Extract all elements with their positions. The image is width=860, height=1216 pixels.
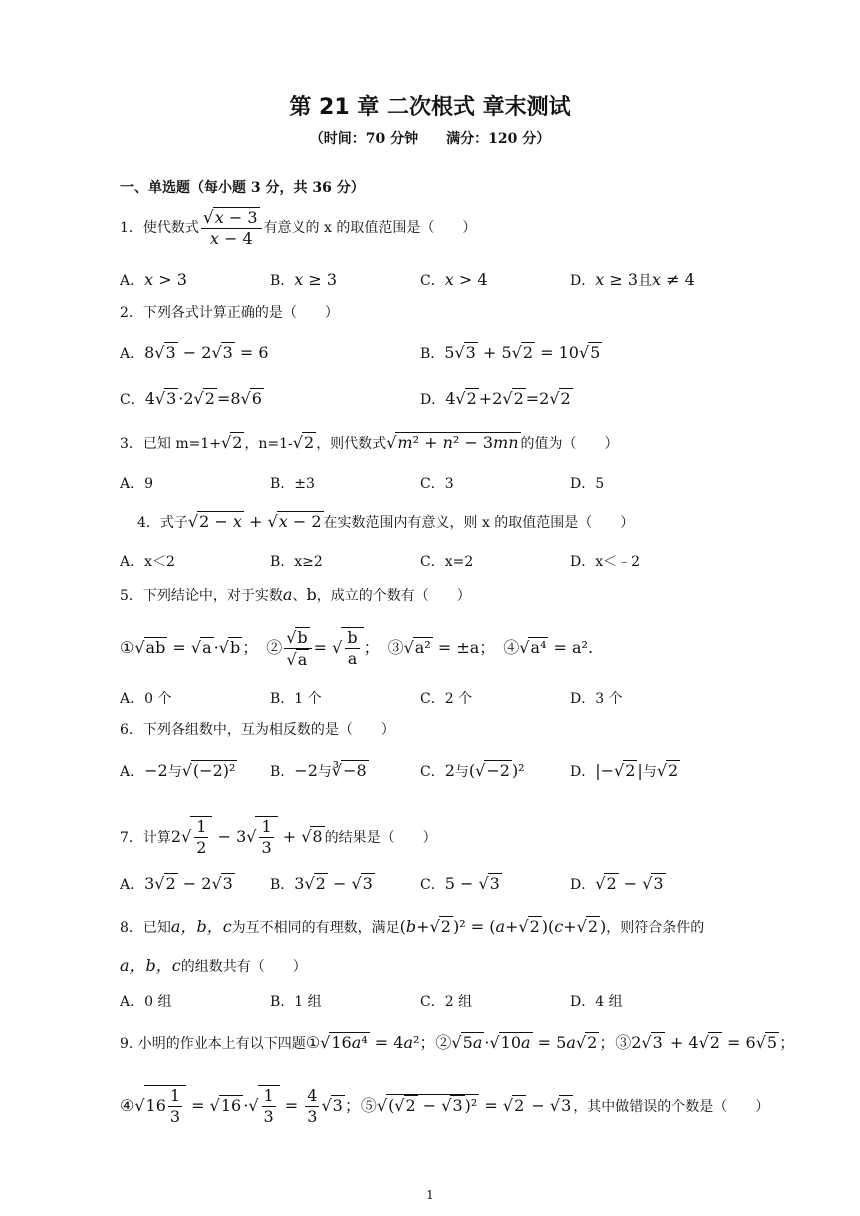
question-5-stem: 5．下列结论中，对于实数a、b，成立的个数有（ ）	[120, 585, 471, 604]
question-8-stem-1: 8．已知a，b，c为互不相同的有理数，满足(b+√2 )² = (a+√2 )(c+√2 )，则符合条件的	[120, 917, 705, 936]
option-a[interactable]: A．x > 3	[120, 270, 187, 289]
option-a[interactable]: A．−2与√(−2)²	[120, 761, 236, 780]
option-c[interactable]: C．4√3 ·2√2 =8√6	[120, 389, 262, 408]
option-b[interactable]: B．−2与∛−8	[270, 761, 367, 780]
option-c[interactable]: C．2 组	[420, 994, 473, 1010]
option-d[interactable]: D．3 个	[570, 691, 623, 707]
option-d[interactable]: D．5	[570, 476, 605, 492]
question-7-stem: 7．计算2√ $\frac{1}{2}$ − 3√ $\frac{1}{3}$ + √8 的结果是（ ）	[120, 817, 437, 857]
question-2-stem: 2．下列各式计算正确的是（ ）	[120, 305, 339, 321]
option-b[interactable]: B．5√3 + 5√2 = 10√5	[420, 343, 601, 362]
option-c[interactable]: C．x > 4	[420, 270, 488, 289]
option-b[interactable]: B．x≥2	[270, 554, 323, 570]
option-b[interactable]: B．x ≥ 3	[270, 270, 338, 289]
option-c[interactable]: C．x=2	[420, 554, 474, 570]
option-b[interactable]: B．±3	[270, 476, 315, 492]
question-6-stem: 6．下列各组数中，互为相反数的是（ ）	[120, 722, 395, 738]
option-b[interactable]: B．1 组	[270, 994, 322, 1010]
option-a[interactable]: A．8√3 − 2√3 = 6	[120, 343, 269, 362]
question-5-statements: ①√ab = √a ·√b ； ② $\frac{√b}{√a}$ = √ $\frac{b}{a}$ ； ③√a² = ±a； ④√a⁴ = a².	[120, 628, 594, 669]
question-9-stem-2: ④√16 $\frac{1}{3}$ = √16 ·√ $\frac{1}{3}$ = $\frac{4}{3}$ √3 ；⑤√(√2 − √3 )² = √2 − √3 ，其中做错误的个数是（ ）	[120, 1086, 770, 1126]
exam-info: （时间：70 分钟 满分：120 分）	[309, 131, 551, 147]
fraction: $\frac{√x - 3}{x - 4}$	[201, 207, 262, 249]
question-9-stem-1: 9. 小明的作业本上有以下四题①√16a⁴ = 4a²；②√5a ·√10a = 5a√2 ；③2√3 + 4√2 = 6√5 ；	[120, 1033, 796, 1052]
option-a[interactable]: A．0 组	[120, 994, 172, 1010]
option-b[interactable]: B．3√2 − √3	[270, 874, 373, 893]
question-3-stem: 3．已知 m=1+√2 ，n=1-√2 ，则代数式√m² + n² − 3mn 的值为（ ）	[120, 433, 619, 452]
option-d[interactable]: D．x ≥ 3且x ≠ 4	[570, 270, 695, 289]
page-number: 1	[426, 1188, 434, 1202]
page-title: 第 21 章 二次根式 章末测试	[289, 95, 571, 120]
option-d[interactable]: D．4 组	[570, 994, 623, 1010]
option-c[interactable]: C．2与(√−2 )²	[420, 761, 525, 780]
question-1-stem: 1．使代数式 $\frac{√x - 3}{x - 4}$ 有意义的 x 的取值范围是（ ）	[120, 208, 477, 248]
option-d[interactable]: D．x＜﹣2	[570, 554, 641, 570]
section-heading: 一、单选题（每小题 3 分，共 36 分）	[120, 180, 365, 196]
option-a[interactable]: A．9	[120, 476, 154, 492]
option-d[interactable]: D．4√2 +2√2 =2√2	[420, 389, 571, 408]
option-d[interactable]: D．√2 − √3	[570, 874, 664, 893]
option-c[interactable]: C．2 个	[420, 691, 473, 707]
option-c[interactable]: C．5 − √3	[420, 874, 500, 893]
question-4-stem: 4．式子√2 − x + √x − 2 在实数范围内有意义，则 x 的取值范围是（ ）	[137, 512, 635, 531]
option-c[interactable]: C．3	[420, 476, 454, 492]
option-a[interactable]: A．x＜2	[120, 554, 175, 570]
option-a[interactable]: A．0 个	[120, 691, 172, 707]
option-b[interactable]: B．1 个	[270, 691, 322, 707]
option-d[interactable]: D．|−√2 |与√2	[570, 761, 679, 780]
question-8-stem-2: a，b，c的组数共有（ ）	[120, 956, 307, 975]
option-a[interactable]: A．3√2 − 2√3	[120, 874, 233, 893]
